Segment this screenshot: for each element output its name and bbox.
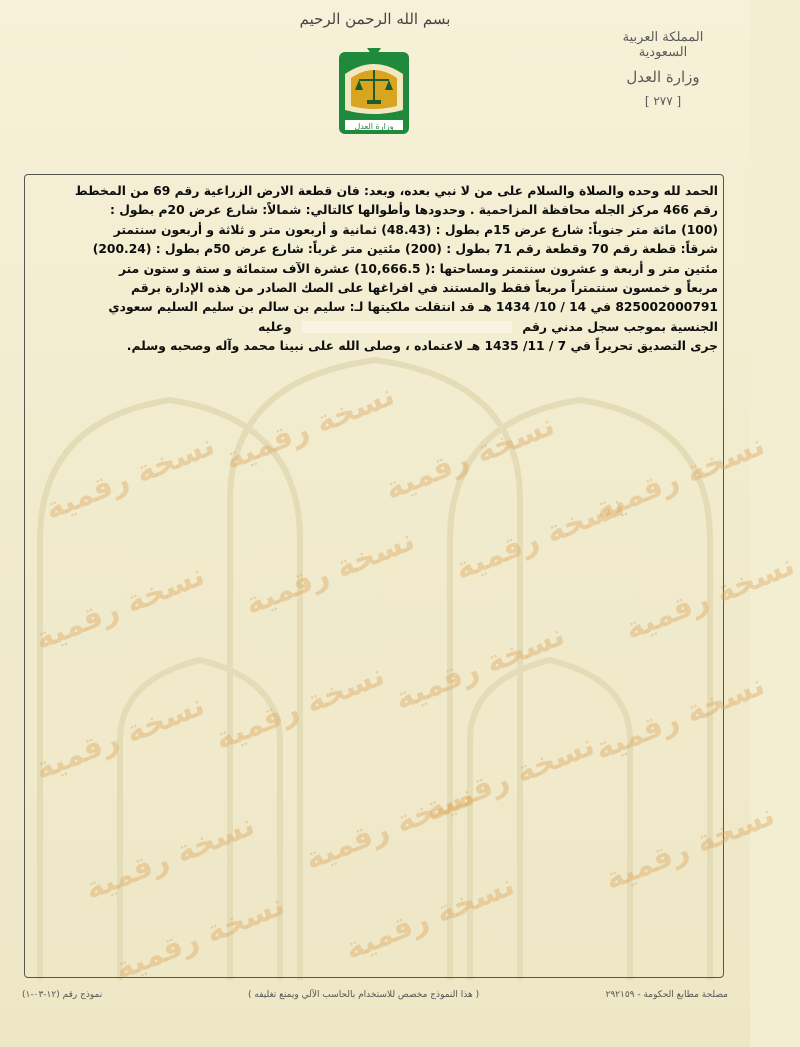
deed-text bbox=[36, 182, 718, 357]
watermark: نسخة رقمية bbox=[209, 657, 390, 758]
basmala: بسم الله الرحمن الرحيم bbox=[299, 10, 451, 28]
footer-notice: ( هذا النموذج مخصص للاستخدام بالحاسب الآلي ويمنع تغليفه ) bbox=[248, 990, 480, 1000]
watermark: نسخة رقمية bbox=[449, 487, 630, 588]
watermark: نسخة رقمية bbox=[79, 807, 260, 908]
watermark: نسخة رقمية bbox=[339, 867, 520, 968]
watermark: نسخة رقمية bbox=[379, 407, 560, 508]
ministry-name: وزارة العدل bbox=[626, 68, 700, 86]
emblem-caption: وزارة العدل bbox=[354, 122, 394, 131]
page-footer bbox=[22, 990, 728, 1008]
deed-line bbox=[36, 318, 718, 337]
footer-printer: مصلحة مطابع الحكومة - ٢٩٢١٥٩ bbox=[605, 990, 728, 1000]
deed-line: الحمد لله وحده والصلاة والسلام على من لا نبي بعده، وبعد: فان قطعة الارض الزراعية رقم 69 من المخطط bbox=[74, 184, 718, 198]
deed-line-therefore: وعليه bbox=[258, 319, 292, 334]
deed-line: شرقاً: قطعة رقم 70 وقطعة رقم 71 بطول : (200) مئتين متر غرباً: شارع عرض 50م بطول : (200.24) bbox=[92, 242, 718, 257]
redacted-id bbox=[302, 321, 512, 333]
watermark: نسخة رقمية bbox=[389, 617, 570, 718]
watermark: نسخة رقمية bbox=[109, 887, 290, 988]
watermark: نسخة رقمية bbox=[619, 547, 800, 648]
watermark: نسخة رقمية bbox=[29, 557, 210, 658]
deed-line: رقم 466 مركز الجله محافظة المزاحمية . وحدودها وأطوالها كالتالي: شمالاً: شارع عرض 20م بطول : bbox=[110, 203, 718, 218]
watermark: نسخة رقمية bbox=[219, 377, 400, 478]
document-code: [ ٢٧٧ ] bbox=[644, 94, 682, 108]
watermark: نسخة رقمية bbox=[589, 427, 770, 528]
watermark: نسخة رقمية bbox=[299, 777, 480, 878]
watermark: نسخة رقمية bbox=[419, 727, 600, 828]
watermark: نسخة رقمية bbox=[239, 522, 420, 623]
letterhead bbox=[598, 30, 728, 108]
watermark: نسخة رقمية bbox=[589, 667, 770, 768]
footer-form-number: نموذج رقم (١٢-٠٣-١) bbox=[22, 990, 103, 1000]
watermark: نسخة رقمية bbox=[29, 687, 210, 788]
deed-line: جرى التصديق تحريراً في 7 / 11/ 1435 هـ لاعتماده ، وصلى الله على نبينا محمد وآله وصحبه وسلم. bbox=[126, 339, 718, 354]
watermark: نسخة رقمية bbox=[39, 427, 220, 528]
deed-line: 825002000791 في 14 / 10/ 1434 هـ قد انتقلت ملكيتها لـ: سليم بن سالم بن سليم السليم سعودي bbox=[108, 300, 718, 315]
deed-line: مربعاً و خمسون سنتمتراً مربعاً فقط والمستند في افراغها على الصك الصادر من هذه الإدارة برقم bbox=[130, 281, 718, 296]
kingdom-name: المملكة العربية السعودية bbox=[622, 30, 704, 60]
deed-line: (100) مائة متر جنوباً: شارع عرض 15م بطول : (48.43) ثمانية و أربعون متر و ثلاثة و أربعون سنتمتر bbox=[113, 222, 718, 237]
watermark: نسخة رقمية bbox=[599, 797, 780, 898]
deed-line-id-text: الجنسية بموجب سجل مدني رقم bbox=[522, 319, 718, 334]
deed-line: مئتين متر و أربعة و عشرون سنتمتر ومساحتها :( 10,666.5) عشرة الآف ستمائة و ستة و ستون متر bbox=[119, 261, 718, 276]
